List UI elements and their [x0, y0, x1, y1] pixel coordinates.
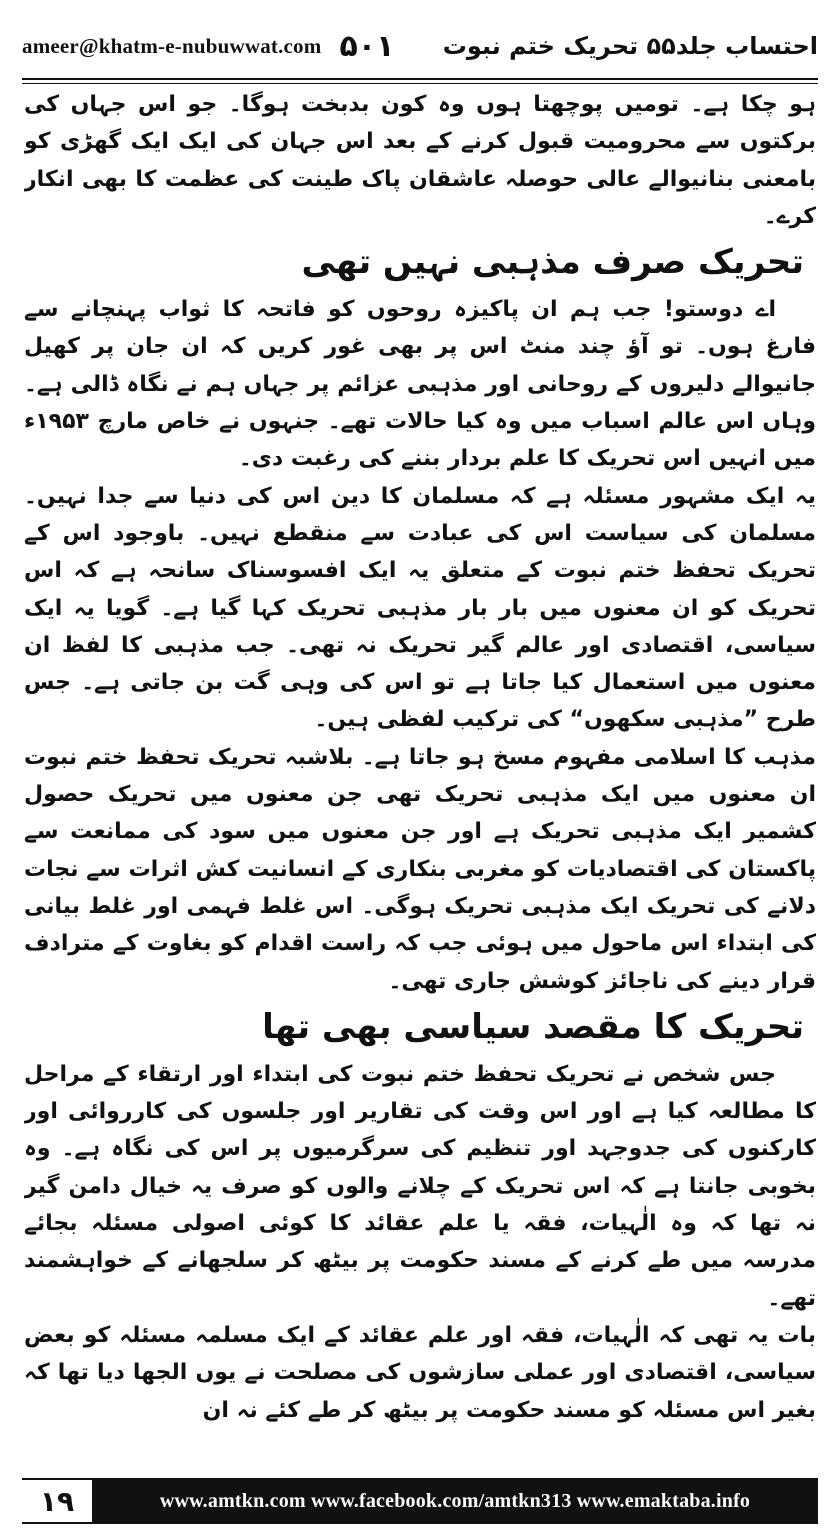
paragraph: یہ ایک مشہور مسئلہ ہے کہ مسلمان کا دین اس کی دنیا سے جدا نہیں۔ مسلمان کی سیاست اس کی عبادت سے منقطع نہیں۔ باوجود اس کے تحریک تحفظ ختم نبوت کے متعلق یہ ایک افسوسناک سانحہ ہے کہ اس تحریک کو ان معنوں میں بار بار مذہبی تحریک کہا گیا ہے۔ گویا یہ ایک سیاسی، اقتصادی اور عالم گیر تحریک نہ تھی۔ جب مذہبی کا لفظ ان معنوں میں استعمال کیا جاتا ہے تو اس کی وہی گت بن جاتی ہے۔ جس طرح ”مذہبی سکھوں“ کی ترکیب لفظی ہیں۔	[24, 483, 816, 733]
page-footer	[22, 1478, 818, 1524]
footer-page-number: ۱۹	[22, 1478, 92, 1524]
paragraph: جس شخص نے تحریک تحفظ ختم نبوت کی ابتداء اور ارتقاء کے مراحل کا مطالعہ کیا ہے اور اس وقت کی تقاریر اور جلسوں کی کارروائی اور کارکنوں کی جدوجہد اور تنظیم کی سرگرمیوں پر اس کی نگاہ ہے۔ وہ بخوبی جانتا ہے کہ اس تحریک کے چلانے والوں کو صرف یہ خیال دامن گیر نہ تھا کہ وہ الٰہیات، فقہ یا علم عقائد کا کوئی اصولی مسئلہ بجائے مدرسہ میں طے کرنے کے مسند حکومت پر بیٹھ کر سلجھانے کے خواہشمند تھے۔	[24, 1061, 816, 1311]
article-body	[24, 86, 816, 1461]
header-email: ameer@khatm-e-nubuwwat.com	[22, 33, 322, 58]
section-heading: تحریک کا مقصد سیاسی بھی تھا	[262, 1006, 804, 1047]
paragraph: ہو چکا ہے۔ تومیں پوچھتا ہوں وہ کون بدبخت ہوگا۔ جو اس جہاں کی برکتوں سے محرومیت قبول کرنے کے بعد اس جہان کی ایک ایک گھڑی کو بامعنی بنانیوالے عالی حوصلہ عاشقان پاک طینت کی عظمت کا بھی انکار کرے۔	[24, 92, 816, 229]
header-rule	[22, 78, 818, 84]
running-title: احتساب جلد۵۵ تحریک ختم نبوت	[442, 32, 818, 60]
footer-urls: www.amtkn.com www.facebook.com/amtkn313 www.emaktaba.info	[92, 1478, 818, 1524]
paragraph: بات یہ تھی کہ الٰہیات، فقہ اور علم عقائد کے ایک مسلمہ مسئلہ کو بعض سیاسی، اقتصادی اور عملی سازشوں کی مصلحت نے یوں الجھا دیا تھا کہ بغیر اس مسئلہ کو مسند حکومت پر بیٹھ کر طے کئے نہ ان	[24, 1322, 816, 1423]
book-page-number: ۵۰۱	[339, 28, 395, 64]
paragraph: اے دوستو! جب ہم ان پاکیزہ روحوں کو فاتحہ کا ثواب پہنچانے سے فارغ ہوں۔ تو آؤ چند منٹ اس پر بھی غور کریں کہ ان جان پر کھیل جانیوالے دلیروں کے روحانی اور مذہبی عزائم پر جہاں ہم نے نگاہ ڈالی ہے۔ وہاں اس عالم اسباب میں وہ کیا حالات تھے۔ جنہوں نے خاص مارچ ۱۹۵۳ء میں انہیں اس تحریک کا علم بردار بننے کی رغبت دی۔	[24, 297, 816, 472]
header-left-group	[22, 29, 394, 64]
page-header	[22, 18, 818, 74]
paragraph: مذہب کا اسلامی مفہوم مسخ ہو جاتا ہے۔ بلاشبہ تحریک تحفظ ختم نبوت ان معنوں میں ایک مذہبی تحریک تھی جن معنوں میں تحریک حصول کشمیر ایک مذہبی تحریک ہے اور جن معنوں میں سود کی ممانعت سے پاکستان کی اقتصادیات کو مغربی بنکاری کے انسانیت کش اثرات سے نجات دلانے کی تحریک ایک مذہبی تحریک ہوگی۔ اس غلط فہمی اور غلط بیانی کی ابتداء اس ماحول میں ہوئی جب کہ راست اقدام کو بغاوت کے مترادف قرار دینے کی ناجائز کوشش جاری تھی۔	[24, 744, 816, 994]
section-heading: تحریک صرف مذہبی نہیں تھی	[301, 242, 804, 283]
